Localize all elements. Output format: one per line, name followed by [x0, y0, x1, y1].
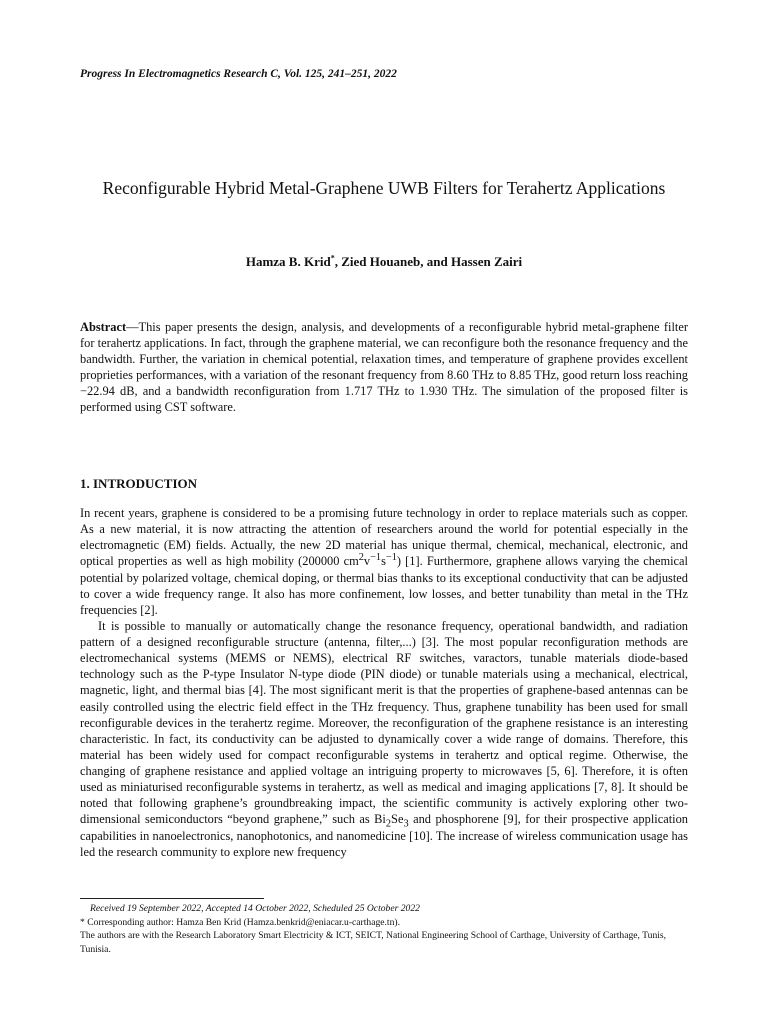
p1-text-b: v [363, 554, 371, 569]
p2-text-a: It is possible to manually or automatically change the resonance frequency, operational bandwidth, and radiation pattern of a designed reconfigurable structure (antenna, filter,...) [3]. The most popular reconfiguration methods are electromechanical systems (MEMS or NEMS), electrical RF switches, varactors, tunable materials diode-based technology such as the P-type Insulator N-type diode (PIN diode) or tunable materials using a mechanical, electrical, magnetic, light, and thermal bias [4]. The most significant merit is that the properties of graphene-based antennas can be easily controlled using the electric field effect in the THz frequency. Thus, graphene tunability has been used for small reconfigurable devices in the terahertz regime. Moreover, the reconfiguration of the graphene resistance is an interesting characteristic. In fact, its conductivity can be adjusted to dynamically cover a wide range of domains. Therefore, this material has been widely used for compact reconfigurable systems in terahertz and optical regime. Otherwise, the changing of graphene resistance and applied voltage an intriguing property to microwaves [5, 6]. Therefore, it is often used as miniaturised reconfigurable systems in terahertz, as well as medical and imaging applications [7, 8]. It should be noted that following graphene’s groundbreaking impact, the scientific community is actively exploring other two-dimensional semiconductors “beyond graphene,” such as Bi [80, 618, 688, 827]
p2-sub-1: 2 [385, 818, 392, 830]
section-heading-introduction: 1. INTRODUCTION [80, 476, 198, 491]
corresponding-mark: * [330, 253, 335, 263]
paper-title: Reconfigurable Hybrid Metal-Graphene UWB Filters for Terahertz Applications [102, 178, 666, 198]
p1-sup-2: −1 [370, 552, 382, 564]
p2-text-c: and phosphorene [9], for their prospective application capabilities in nanoelectronics, nanophotonics, and nanomedicine [10]. The increase of wireless communication usage has led the research community to explore new frequency [80, 812, 688, 859]
p1-text-c: s [381, 554, 386, 569]
abstract [80, 319, 688, 416]
section-body [80, 505, 688, 860]
p1-text-d: ) [1]. Furthermore, graphene allows varying the chemical potential by polarized voltage, chemical doping, or thermal bias thanks to its exceptional conductivity that can be adjusted to cover a wide frequency range. It also has more confinement, low losses, and better tunability than metal in the THz frequencies [2]. [80, 554, 688, 617]
author-first: Hamza B. Krid [245, 254, 331, 269]
footnote-divider [80, 898, 264, 899]
footnote-corresponding: * Corresponding author: Hamza Ben Krid (Hamza.benkrid@eniacar.u-carthage.tn). [80, 916, 400, 928]
p1-sup-1: 2 [358, 552, 364, 564]
abstract-text: —This paper presents the design, analysis, and developments of a reconfigurable hybrid metal-graphene filter for terahertz applications. In fact, through the graphene material, we can reconfigure both the resonance frequency and the bandwidth. Further, the variation in chemical potential, relaxation times, and temperature of graphene provides excellent proprieties performances, with a variation of the resonant frequency from 8.60 THz to 8.85 THz, good return loss reaching −22.94 dB, and a bandwidth reconfiguration from 1.717 THz to 1.930 THz. The simulation of the proposed filter is performed using CST software. [80, 320, 688, 415]
author-rest: , Zied Houaneb, and Hassen Zairi [334, 254, 523, 269]
p1-text-a: In recent years, graphene is considered to be a promising future technology in order to replace materials such as copper. As a new material, it is now attracting the attention of researchers around the world for potential especially in the electromagnetic (EM) fields. Actually, the new 2D material has unique thermal, chemical, mechanical, electronic, and optical properties as well as high mobility (200000 cm [80, 506, 688, 569]
p1-sup-3: −1 [385, 552, 397, 564]
paragraph-2 [80, 618, 688, 860]
paragraph-1 [80, 505, 688, 618]
author-list [80, 254, 688, 270]
footnotes [80, 902, 688, 956]
journal-header: Progress In Electromagnetics Research C, Vol. 125, 241–251, 2022 [80, 68, 397, 80]
p2-text-b: Se [391, 812, 404, 827]
abstract-label: Abstract [80, 320, 127, 334]
footnote-affiliation: The authors are with the Research Laboratory Smart Electricity & ICT, SEICT, National Engineering School of Carthage, University of Carthage, Tunis, Tunisia. [80, 930, 667, 955]
p2-sub-2: 3 [403, 818, 409, 830]
footnote-received: Received 19 September 2022, Accepted 14 October 2022, Scheduled 25 October 2022 [90, 903, 420, 914]
